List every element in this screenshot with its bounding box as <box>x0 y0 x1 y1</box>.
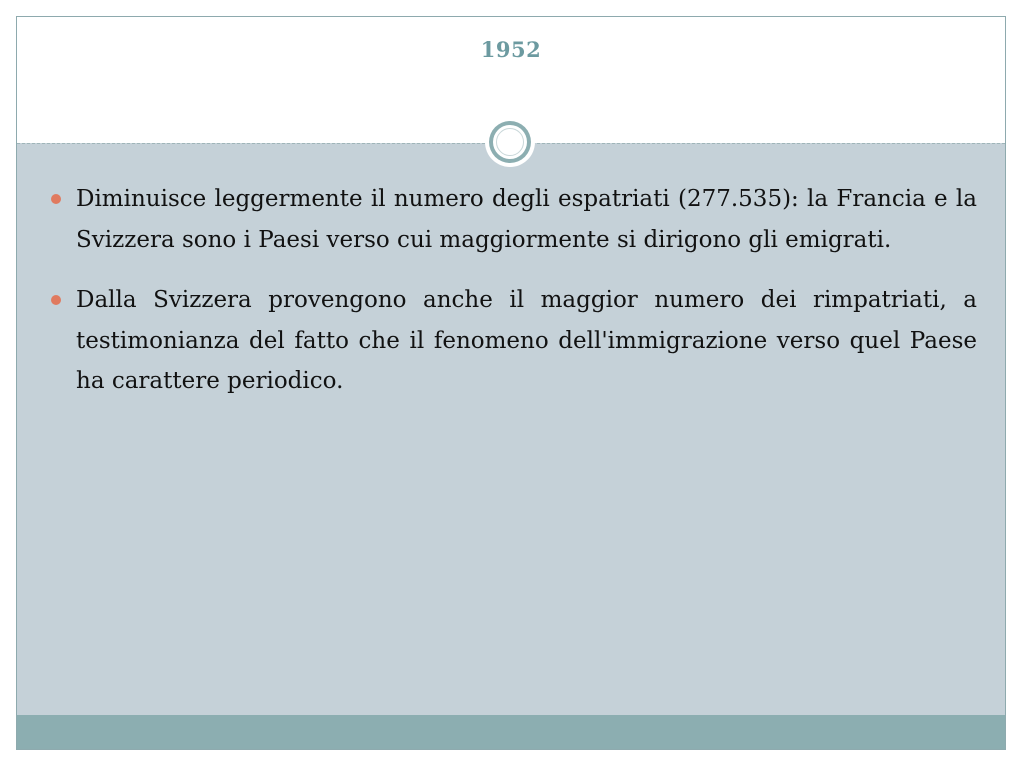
footer-band <box>17 715 1005 749</box>
bullet-item <box>47 179 977 260</box>
slide-content <box>47 179 977 422</box>
slide <box>16 16 1006 750</box>
ornament-core <box>496 128 524 156</box>
slide-title: 1952 <box>480 37 542 62</box>
bullet-item <box>47 280 977 402</box>
bullet-text: Dalla Svizzera provengono anche il maggior numero dei rimpatriati, a testimonianza del fatto che il fenomeno dell'immigrazione verso quel Paese ha carattere periodico. <box>76 287 977 394</box>
circle-ornament-icon <box>485 117 535 167</box>
bullet-dot-icon <box>51 295 61 305</box>
bullet-text: Diminuisce leggermente il numero degli espatriati (277.535): la Francia e la Svizzera sono i Paesi verso cui maggiormente si dirigono gli emigrati. <box>76 186 977 253</box>
bullet-dot-icon <box>51 194 61 204</box>
